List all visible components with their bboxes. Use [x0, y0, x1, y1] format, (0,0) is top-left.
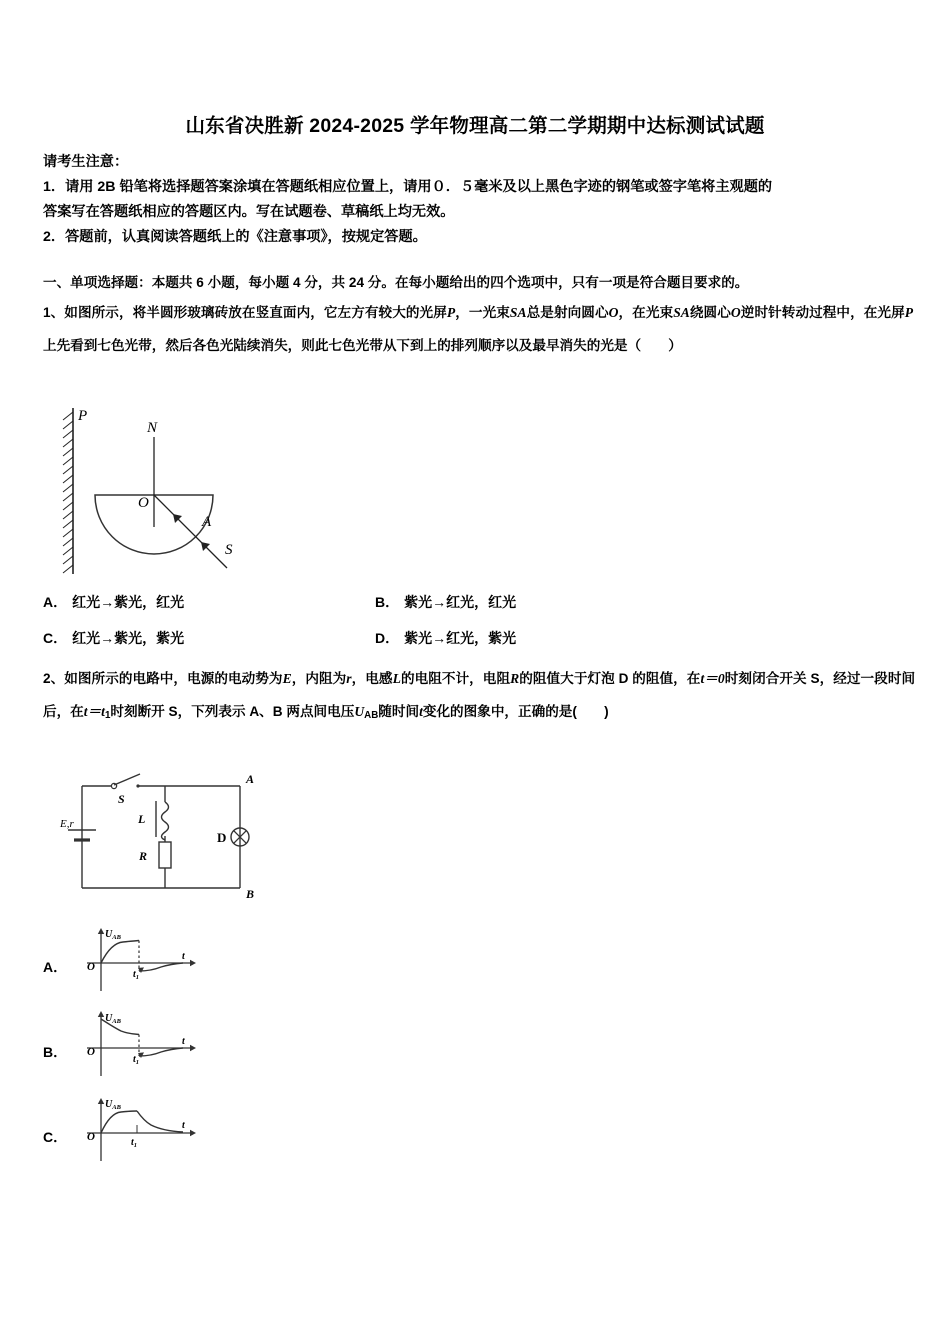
x-axis-arrow [190, 960, 196, 966]
q2-option-b-label: B． [43, 1044, 68, 1060]
q1-var-P: P [446, 305, 456, 320]
q1-var-O: O [608, 305, 619, 320]
q1-option-d-text: 紫光→红光，紫光 [404, 630, 517, 646]
q2-body-6: 时刻闭合开关 S，经过一段时间后，在 [43, 671, 916, 719]
candidate-notice [43, 150, 908, 250]
q1-var-SA-2: SA [673, 305, 690, 320]
figure-semicircular-glass-brick [55, 402, 315, 582]
notice-line-1: 1．请用 2B 铅笔将选择题答案涂填在答题纸相应位置上，请用０．５毫米及以上黑色字迹的钢笔或签字笔将主观题的 [43, 179, 773, 195]
q1-var-SA: SA [509, 305, 527, 320]
q1-body-4: ，在光束 [618, 305, 674, 320]
section-heading-single-choice: 一、单项选择题：本题共 6 小题，每小题 4 分，共 24 分。在每小题给出的四个选项中，只有一项是符合题目要求的。 [43, 275, 749, 290]
q2-body-8: 随时间 [378, 704, 420, 719]
q2c-x-label: t [182, 1120, 185, 1131]
curve-charging [101, 1111, 137, 1133]
q1-option-d[interactable] [375, 628, 516, 648]
curve-discharge [137, 1111, 183, 1132]
q2-var-U: U [354, 704, 365, 719]
incident-ray-SA [154, 495, 227, 568]
q2-number: 2、 [43, 671, 65, 686]
circuit-label-R: R [139, 849, 148, 863]
circuit-label-L: L [138, 812, 146, 826]
figure1-label-N: N [147, 420, 158, 436]
circuit-label-A: A [246, 772, 255, 786]
q2a-x-label: t [182, 951, 185, 962]
q1-option-b[interactable] [375, 592, 516, 612]
q2b-origin-label: O [87, 1046, 95, 1058]
circuit-label-S: S [118, 792, 125, 806]
inductor-symbol [156, 801, 169, 840]
q1-option-c-text: 红光→紫光，紫光 [72, 630, 185, 646]
q1-body-1: 如图所示，将半圆形玻璃砖放在竖直面内，它左方有较大的光屏 [64, 305, 447, 320]
q1-var-O-2: O [730, 305, 741, 320]
q2a-y-label: $U_{AB}$ [105, 929, 121, 941]
figure-circuit-diagram [60, 770, 310, 915]
q2-var-r: r [346, 671, 352, 686]
q1-body-6: 逆时针转动过程中，在光屏 [740, 305, 905, 320]
q2-var-t1: t＝t [83, 704, 105, 719]
q2-var-R: R [510, 671, 520, 686]
q2-body-5: 的阻值大于灯泡 D 的阻值，在 [519, 671, 701, 686]
x-axis-arrow [190, 1130, 196, 1136]
q1-body-5: 绕圆心 [689, 305, 731, 320]
y-axis-arrow [98, 1011, 104, 1017]
q2-var-E: E [282, 671, 292, 686]
q2-body-3: ，电感 [351, 671, 393, 686]
q2b-y-label: $U_{AB}$ [105, 1013, 121, 1025]
y-axis-arrow [98, 928, 104, 934]
q2a-t1-label: $t_1$ [133, 969, 140, 981]
question-1-text [43, 296, 913, 362]
q1-option-b-text: 紫光→红光，红光 [404, 594, 517, 610]
curve-recovery [139, 963, 183, 971]
figure1-label-O: O [138, 495, 149, 511]
q2-body-9: 变化的图象中，正确的是( ) [422, 704, 609, 719]
circuit-label-D: D [217, 830, 227, 845]
figure1-label-S: S [225, 542, 233, 558]
q1-option-a-label: A． [43, 594, 68, 610]
q2-option-a-label: A． [43, 959, 68, 975]
q1-body-2: ，一光束 [455, 305, 510, 320]
q1-option-a-text: 红光→紫光，红光 [72, 594, 185, 610]
q2-option-a-graph [73, 925, 203, 997]
q2c-t1-label: $t_1$ [131, 1137, 138, 1149]
q2-var-U-sub: AB [364, 710, 379, 722]
figure1-label-A: A [202, 514, 212, 530]
circuit-label-Er: E,r [60, 818, 74, 830]
q1-option-d-label: D． [375, 630, 400, 646]
q2-body-1: 如图所示的电路中，电源的电动势为 [64, 671, 283, 686]
q1-body-7: 上先看到七色光带，然后各色光陆续消失，则此七色光带从下到上的排列顺序以及最早消失的光是（ ） [43, 338, 682, 353]
q2-option-c-graph [73, 1095, 203, 1167]
q2c-origin-label: O [87, 1131, 95, 1143]
q1-var-P-2: P [904, 305, 914, 320]
q2-body-4: 的电阻不计，电阻 [400, 671, 511, 686]
q1-option-a[interactable] [43, 592, 184, 612]
q2-body-2: ，内阻为 [291, 671, 347, 686]
q2b-t1-label: $t_1$ [133, 1054, 140, 1066]
q2a-origin-label: O [87, 961, 95, 973]
q2b-x-label: t [182, 1036, 185, 1047]
notice-heading: 请考生注意： [43, 154, 129, 170]
q1-option-b-label: B． [375, 594, 400, 610]
q1-option-c-label: C． [43, 630, 68, 646]
page-title: 山东省决胜新 2024-2025 学年物理高二第二学期期中达标测试试题 [185, 115, 765, 137]
curve-charging [101, 941, 139, 964]
curve-recovery [139, 1048, 183, 1056]
q2-option-b-graph [73, 1010, 203, 1082]
screen-hatching [63, 412, 73, 573]
q2-var-t1-sub: 1 [104, 710, 111, 722]
q2-var-t: t [419, 704, 423, 719]
switch-symbol [111, 774, 140, 789]
q1-option-c[interactable] [43, 628, 184, 648]
circuit-label-B: B [246, 887, 255, 901]
q2-body-7: 时刻断开 S，下列表示 A、B 两点间电压 [110, 704, 355, 719]
question-2-text [43, 662, 915, 732]
y-axis-arrow [98, 1098, 104, 1104]
q2-var-L: L [392, 671, 401, 686]
q2-var-t0: t＝0 [700, 671, 725, 686]
resistor-symbol [159, 842, 171, 868]
q2-option-c-label: C． [43, 1129, 68, 1145]
q2c-y-label: $U_{AB}$ [105, 1099, 121, 1111]
notice-line-2: 2．答题前，认真阅读答题纸上的《注意事项》，按规定答题。 [43, 229, 427, 245]
figure1-label-P: P [78, 408, 88, 424]
q1-number: 1、 [43, 305, 65, 320]
q1-body-3: 总是射向圆心 [526, 305, 609, 320]
notice-line-1b: 答案写在答题纸相应的答题区内。写在试题卷、草稿纸上均无效。 [43, 204, 455, 220]
x-axis-arrow [190, 1045, 196, 1051]
